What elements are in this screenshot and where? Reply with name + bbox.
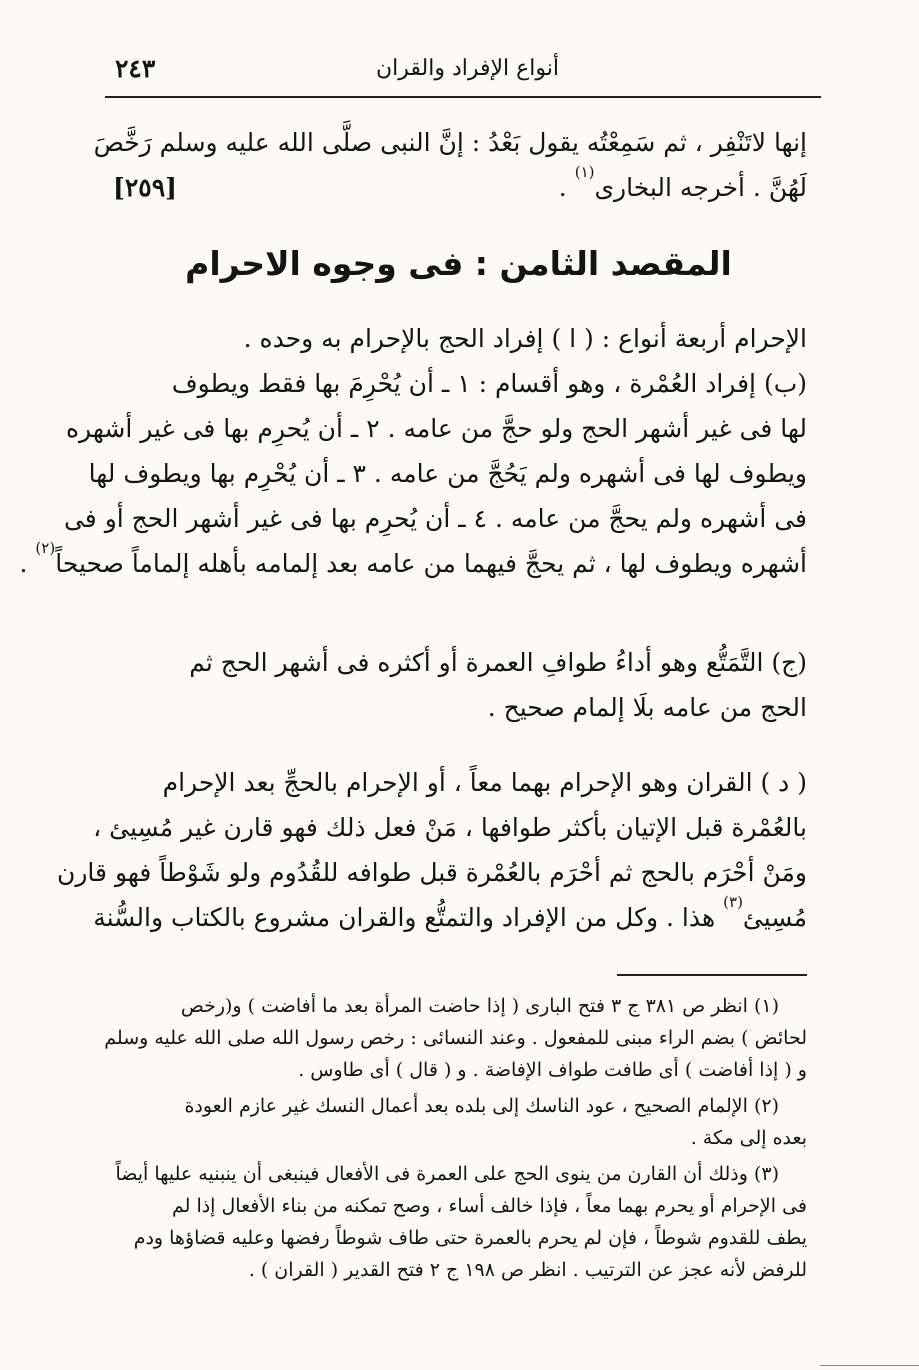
- footnote-3: [110, 1158, 807, 1286]
- text-line: الحج من عامه بلَا إلمام صحيح .: [487, 693, 807, 722]
- footnote-line: يطف للقدوم شوطاً ، فإن لم يحرم بالعمرة حتى طاف شوطاً رفضها وعليه قضاؤها ودم: [133, 1227, 807, 1249]
- section-heading: المقصد الثامن : فى وجوه الاحرام: [185, 244, 732, 283]
- footnote-line: و ( إذا أفاضت ) أى طافت طواف الإفاضة . و ( قال ) أى طاوس .: [298, 1059, 807, 1081]
- text-segment: هذا . وكل من الإفراد والتمتُّع والقران مشروع بالكتاب والسُّنة: [93, 903, 716, 932]
- footnote-marker: (١): [574, 163, 595, 181]
- text-line: إنها لاتَنْفِر ، ثم سَمِعْتُه يقول بَعْدُ : إنَّ النبى صلَّى الله عليه وسلم رَخَّصَ: [93, 128, 807, 157]
- scan-edge-line: [820, 1365, 919, 1366]
- text-line: ومَنْ أحْرَم بالحج ثم أحْرَم بالعُمْرة قبل طوافه للقُدُوم ولو شَوْطاً فهو قارن: [57, 858, 807, 887]
- paragraph-types: [19, 316, 807, 586]
- footnote-line: لحائض ) بضم الراء مبنى للمفعول . وعند النسائى : رخص رسول الله صلى الله عليه وسلم: [104, 1027, 807, 1049]
- paragraph-tamattu: [113, 640, 807, 730]
- text-segment: أشهره ويطوف لها ، ثم يحجَّ فيهما من عامه بعد إلمامه بأهله إلماماً صحيحاً: [55, 549, 807, 578]
- text-line: (ب) إفراد العُمْرة ، وهو أقسام : ١ ـ أن يُحْرِمَ بها فقط ويطوف: [171, 369, 807, 398]
- page-header: [115, 52, 807, 88]
- running-title: أنواع الإفراد والقران: [375, 56, 559, 81]
- text-segment: .: [19, 549, 28, 578]
- footnote-line: (٢) الإلمام الصحيح ، عود الناسك إلى بلده بعد أعمال النسك غير عازم العودة: [184, 1095, 779, 1117]
- footnote-line: فى الإحرام أو يحرم بهما معاً ، فإذا خالف أساء ، وصح تمكنه من بناء الأفعال إذا لم: [171, 1195, 807, 1217]
- text-line: لها فى غير أشهر الحج ولو حجَّ من عامه . ٢ ـ أن يُحرِم بها فى غير أشهره: [65, 414, 807, 443]
- footnote-line: (٣) وذلك أن القارن من ينوى الحج على العمرة فى الأفعال فينبغى أن ينبنيه عليها أيضاً: [115, 1163, 779, 1185]
- footnote-2: [110, 1090, 807, 1154]
- text-line: (ج) التَّمَتُّع وهو أداءُ طوافِ العمرة أو أكثره فى أشهر الحج ثم: [189, 648, 807, 677]
- footnotes: [104, 990, 807, 1290]
- paragraph-qiran: [57, 760, 807, 940]
- text-line: [93, 893, 807, 940]
- text-line: بالعُمْرة قبل الإتيان بأكثر طوافها ، مَنْ فعل ذلك فهو قارن غير مُسِيئ ،: [93, 813, 807, 842]
- text-segment: مُسِيئ: [742, 903, 807, 932]
- text-line: [113, 165, 807, 210]
- page-number: ٢٤٣: [115, 54, 156, 83]
- text-segment: لَهُنَّ . أخرجه البخارى: [594, 173, 807, 202]
- footnote-line: بعده إلى مكة .: [690, 1127, 807, 1149]
- footnote-marker: (٢): [35, 539, 56, 557]
- text-segment: .: [558, 173, 567, 202]
- text-line: ويطوف لها فى أشهره ولم يَحُجَّ من عامه . ٣ ـ أن يُحْرِم بها ويطوف لها: [88, 459, 807, 488]
- text-line: فى أشهره ولم يحجَّ من عامه . ٤ ـ أن يُحرِم بها فى غير أشهر الحج أو فى: [63, 504, 807, 533]
- text-line: ( د ) القران وهو الإحرام بهما معاً ، أو الإحرام بالحجِّ بعد الإحرام: [162, 768, 807, 797]
- footnote-1: [104, 990, 807, 1086]
- text-line: الإحرام أربعة أنواع : ( ا ) إفراد الحج بالإحرام به وحده .: [243, 324, 807, 353]
- header-rule: [105, 96, 821, 98]
- hadith-reference-number: [٢٥٩]: [113, 173, 177, 202]
- footnote-marker: (٣): [723, 893, 743, 911]
- opening-paragraph: [93, 120, 807, 210]
- footnote-line: (١) انظر ص ٣٨١ ج ٣ فتح البارى ( إذا حاضت المرأة بعد ما أفاضت ) و(رخص: [180, 995, 779, 1017]
- footnote-line: للرفض لأنه عجز عن الترتيب . انظر ص ١٩٨ ج ٢ فتح القدير ( القران ) .: [248, 1259, 807, 1281]
- footnote-rule: [617, 974, 807, 976]
- text-line: [19, 539, 807, 586]
